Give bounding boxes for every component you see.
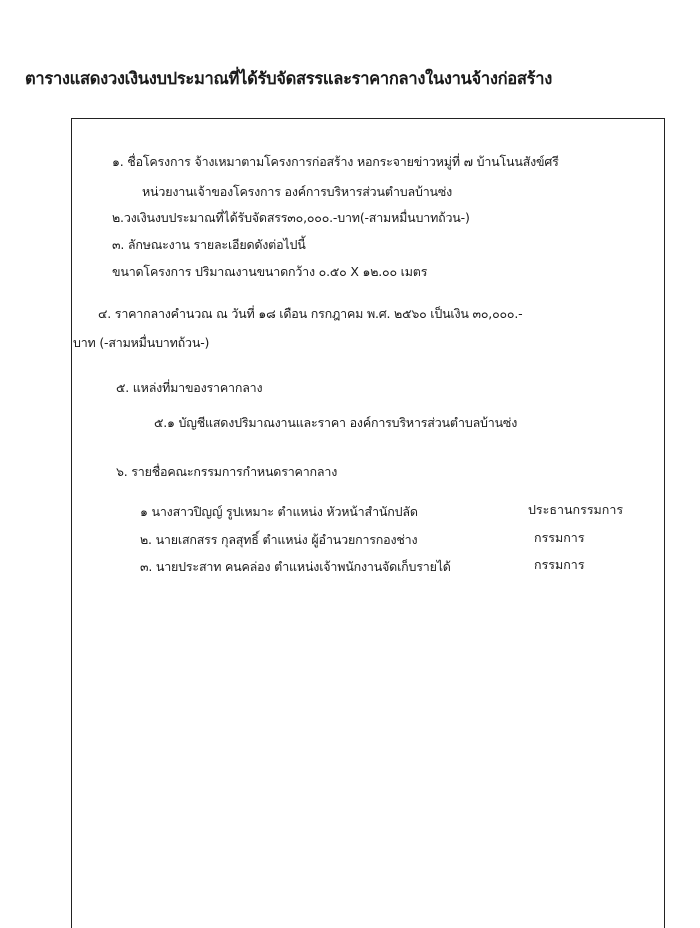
source-heading: ๕. แหล่งที่มาของราคากลาง bbox=[116, 380, 263, 395]
work-type: ๓. ลักษณะงาน รายละเอียดดังต่อไปนี้ bbox=[112, 237, 306, 252]
project-name: ๑. ชื่อโครงการ จ้างเหมาตามโครงการก่อสร้าง หอกระจายข่าวหมู่ที่ ๗ บ้านโนนสังข์ศรี bbox=[112, 154, 559, 169]
committee-member-role: กรรมการ bbox=[534, 557, 585, 572]
source-item: ๕.๑ บัญชีแสดงปริมาณงานและราคา องค์การบริหารส่วนตำบลบ้านซ่ง bbox=[154, 415, 518, 430]
project-size: ขนาดโครงการ ปริมาณงานขนาดกว้าง ๐.๕๐ X ๑๒.๐๐ เมตร bbox=[112, 264, 428, 279]
project-owner: หน่วยงานเจ้าของโครงการ องค์การบริหารส่วนตำบลบ้านซ่ง bbox=[142, 184, 453, 199]
median-price-line-1: ๔. ราคากลางคำนวณ ณ วันที่ ๑๘ เดือน กรกฎาคม พ.ศ. ๒๕๖๐ เป็นเงิน ๓๐,๐๐๐.- bbox=[98, 306, 523, 321]
committee-member-role: ประธานกรรมการ bbox=[528, 502, 624, 517]
committee-member-name: ๒. นายเสกสรร กุลสุทธิ์ ตำแหน่ง ผู้อำนวยการกองช่าง bbox=[140, 532, 418, 547]
committee-member-name: ๓. นายประสาท คนคล่อง ตำแหน่งเจ้าพนักงานจัดเก็บรายได้ bbox=[140, 559, 451, 574]
committee-member-name: ๑ นางสาวปิญญ์ รูปเหมาะ ตำแหน่ง หัวหน้าสำนักปลัด bbox=[140, 504, 418, 519]
page-title: ตารางแสดงวงเงินงบประมาณที่ได้รับจัดสรรและราคากลางในงานจ้างก่อสร้าง bbox=[25, 69, 552, 88]
median-price-line-2: บาท (-สามหมื่นบาทถ้วน-) bbox=[73, 335, 210, 350]
budget-line: ๒.วงเงินงบประมาณที่ได้รับจัดสรร๓๐,๐๐๐.-บาท(-สามหมื่นบาทถ้วน-) bbox=[112, 210, 470, 225]
committee-heading: ๖. รายชื่อคณะกรรมการกำหนดราคากลาง bbox=[116, 464, 338, 479]
committee-member-role: กรรมการ bbox=[534, 530, 585, 545]
